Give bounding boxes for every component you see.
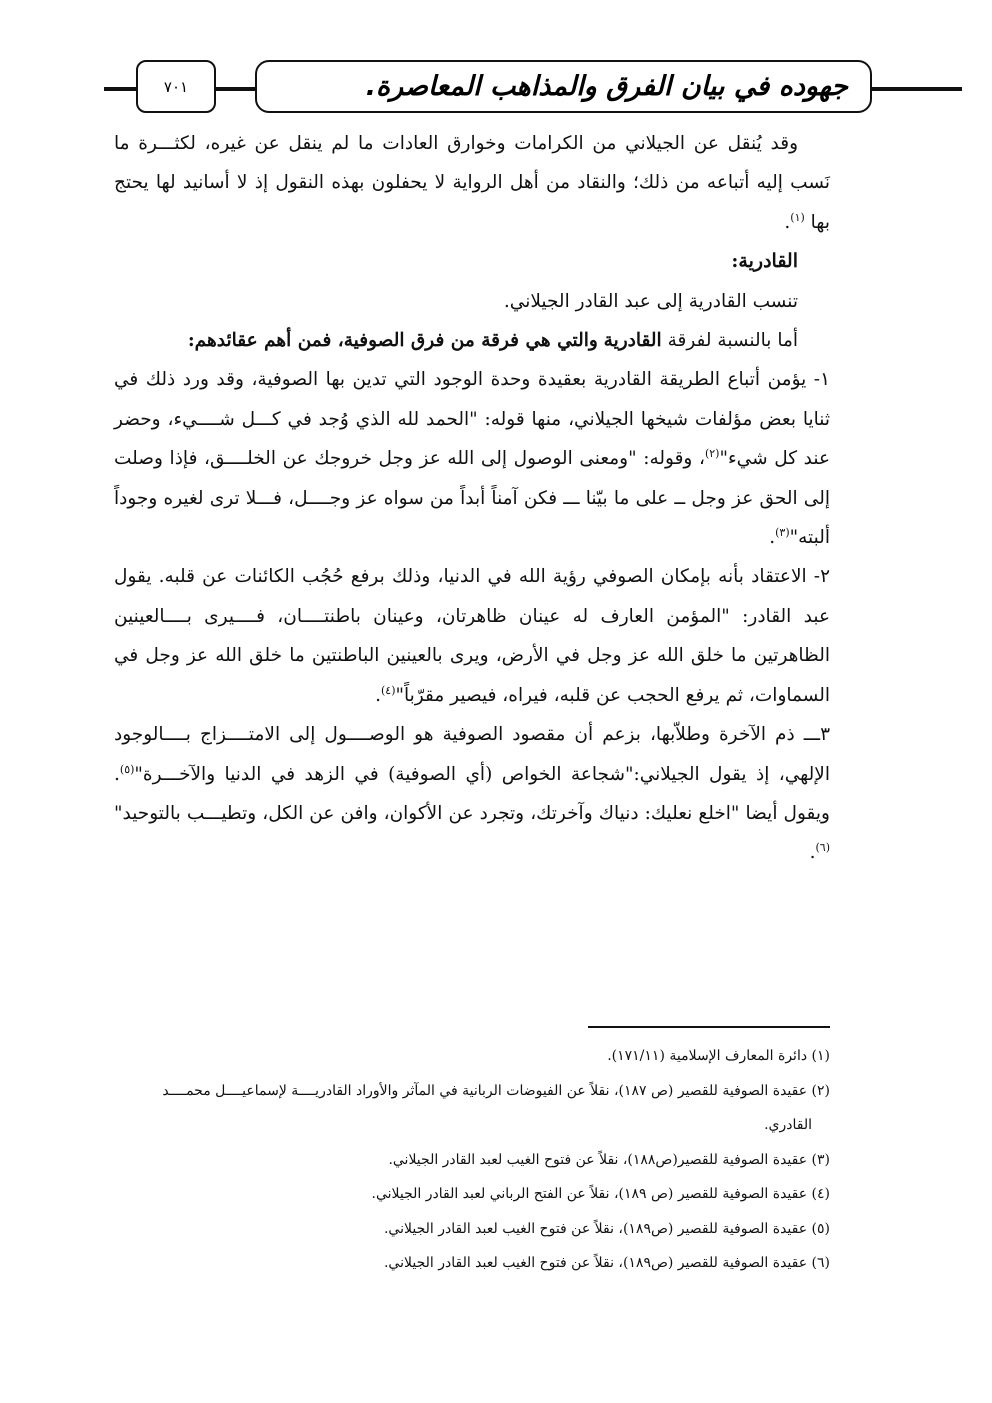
footnote-3: (٣) عقيدة الصوفية للقصير(ص١٨٨)، نقلاً عن فتوح الغيب لعبد القادر الجيلاني. bbox=[388, 1151, 830, 1168]
footnote-4: (٤) عقيدة الصوفية للقصير (ص ١٨٩)، نقلاً عن الفتح الرباني لعبد القادر الجيلاني. bbox=[371, 1186, 830, 1202]
page-number: ٧٠١ bbox=[163, 77, 189, 96]
item-text: ٣ـــ ذم الآخرة وطلاّبها، بزعم أن مقصود الصوفية هو الوصــــول إلى الامتــــزاج بــــالوجود الإلهي، إذ يقول الجيلاني:"شجاعة الخواص (أي الصوفية) في الزهد في الدنيا والآخـــرة" bbox=[114, 724, 830, 785]
footnote-ref: (٣) bbox=[775, 525, 790, 539]
footnote-ref: (٦) bbox=[815, 841, 830, 855]
footnote-ref: (٤) bbox=[381, 683, 396, 697]
item-text: ، وقوله: "ومعنى الوصول إلى الله عز وجل خروجك عن الخلــــق، فإذا وصلت إلى الحق عز وجل ــ على ما بيّنا ـــ فكن آمناً أبداً من سواه عز وجــــل، فـــلا ترى لغيره وجوداً ألبته" bbox=[114, 448, 830, 549]
section-heading: القادرية: bbox=[731, 250, 798, 273]
running-title-box bbox=[255, 60, 872, 113]
paragraph-attribution: تنسب القادرية إلى عبد القادر الجيلاني. bbox=[503, 290, 798, 312]
paragraph-beliefs-intro bbox=[114, 321, 830, 360]
paragraph-text: وقد يُنقل عن الجيلاني من الكرامات وخوارق العادات ما لم ينقل عن غيره، لكثـــرة ما نَسب إليه أتباعه من ذلك؛ والنقاد من أهل الرواية لا يحفلون بهذه النقول إذ لا أسانيد لها يحتج بها bbox=[114, 133, 830, 233]
page-number-box bbox=[136, 60, 216, 113]
footnote-ref: (١) bbox=[790, 210, 805, 224]
footnote-ref: (٢) bbox=[704, 447, 720, 461]
footnote-5: (٥) عقيدة الصوفية للقصير (ص١٨٩)، نقلاً عن فتوح الغيب لعبد القادر الجيلاني. bbox=[383, 1220, 830, 1237]
belief-item-3: ٣ـــ ذم الآخرة وطلاّبها، بزعم أن مقصود الصوفية هو الوصــــول إلى الامتــــزاج بــــالوجود الإلهي، إذ يقول الجيلاني:"شجاعة الخواص (أي الصوفية) في الزهد في الدنيا والآخـــرة"$^{(٥)}$. ويقول أيضا "اخلع نعليك: دنياك وآخرتك، وتجرد عن الأكوان، وافن عن الكل، وتطيـــب بالتوحيد"$^{(٦)}$. bbox=[114, 724, 830, 864]
footnote-ref: (٥) bbox=[119, 762, 135, 776]
belief-item-2: ٢- الاعتقاد بأنه بإمكان الصوفي رؤية الله في الدنيا، وذلك برفع حُجُب الكائنات عن قلبه. يقول عبد القادر: "المؤمن العارف له عينان ظاهرتان، وعينان باطنتــــان، فــــيرى بــــالعينين الظاهرتين ما خلق الله عز وجل في الأرض، ويرى بالعينين الباطنتين ما خلق الله عز وجل في السماوات، ثم يرفع الحجب عن قلبه، فيراه، فيصير مقرّباً"$^{(٤)}$. bbox=[114, 566, 830, 706]
paragraph-karamat: وقد يُنقل عن الجيلاني من الكرامات وخوارق العادات ما لم ينقل عن غيره، لكثـــرة ما نَسب إليه أتباعه من ذلك؛ والنقاد من أهل الرواية لا يحفلون بهذه النقول إذ لا أسانيد لها يحتج بها $^{(١)}$. bbox=[114, 133, 830, 233]
item-text: ١- يؤمن أتباع الطريقة القادرية بعقيدة وحدة الوجود التي تدين بها الصوفية، وقد ورد ذلك في ثنايا بعض مؤلفات شيخها الجيلاني، منها قوله: "الحمد لله الذي وُجد في كـــل شــــيء، وحضر عند كل شيء" bbox=[114, 369, 830, 470]
footnote-2-continuation: القادري. bbox=[764, 1117, 812, 1133]
main-text bbox=[114, 124, 830, 873]
running-title: جهوده في بيان الفرق والمذاهب المعاصرة. bbox=[365, 71, 848, 102]
item-text: . ويقول أيضا "اخلع نعليك: دنياك وآخرتك، وتجرد عن الأكوان، وافن عن الكل، وتطيـــب بالتوحيد" bbox=[114, 763, 830, 824]
footnotes bbox=[114, 1039, 830, 1281]
intro-text-rest: والتي هي فرقة من فرق الصوفية، فمن أهم عقائدهم: bbox=[187, 330, 598, 352]
item-text: ٢- الاعتقاد بأنه بإمكان الصوفي رؤية الله في الدنيا، وذلك برفع حُجُب الكائنات عن قلبه. يقول عبد القادر: "المؤمن العارف له عينان ظاهرتان، وعينان باطنتــــان، فــــيرى بــــالعينين الظاهرتين ما خلق الله عز وجل في الأرض، ويرى بالعينين الباطنتين ما خلق الله عز وجل في السماوات، ثم يرفع الحجب عن قلبه، فيراه، فيصير مقرّباً" bbox=[114, 566, 830, 706]
footnote-2: (٢) عقيدة الصوفية للقصير (ص ١٨٧)، نقلاً عن الفيوضات الربانية في المآثر والأوراد القادريــــة لإسماعيــــل محمــــد bbox=[162, 1082, 830, 1099]
intro-text: أما بالنسبة لفرقة bbox=[667, 330, 798, 352]
footnote-1: (١) دائرة المعارف الإسلامية (١٧١/١١). bbox=[607, 1048, 830, 1064]
belief-item-1: ١- يؤمن أتباع الطريقة القادرية بعقيدة وحدة الوجود التي تدين بها الصوفية، وقد ورد ذلك في ثنايا بعض مؤلفات شيخها الجيلاني، منها قوله: "الحمد لله الذي وُجد في كـــل شــــيء، وحضر عند كل شيء"$^{(٢)}$، وقوله: "ومعنى الوصول إلى الله عز وجل خروجك عن الخلــــق، فإذا وصلت إلى الحق عز وجل ــ على ما بيّنا ـــ فكن آمناً أبداً من سواه عز وجــــل، فـــلا ترى لغيره وجوداً ألبته"$^{(٣)}$. bbox=[114, 369, 830, 549]
footnote-6: (٦) عقيدة الصوفية للقصير (ص١٨٩)، نقلاً عن فتوح الغيب لعبد القادر الجيلاني. bbox=[383, 1255, 830, 1271]
intro-bold-term: القادرية bbox=[603, 330, 662, 352]
footnote-separator bbox=[588, 1026, 830, 1028]
